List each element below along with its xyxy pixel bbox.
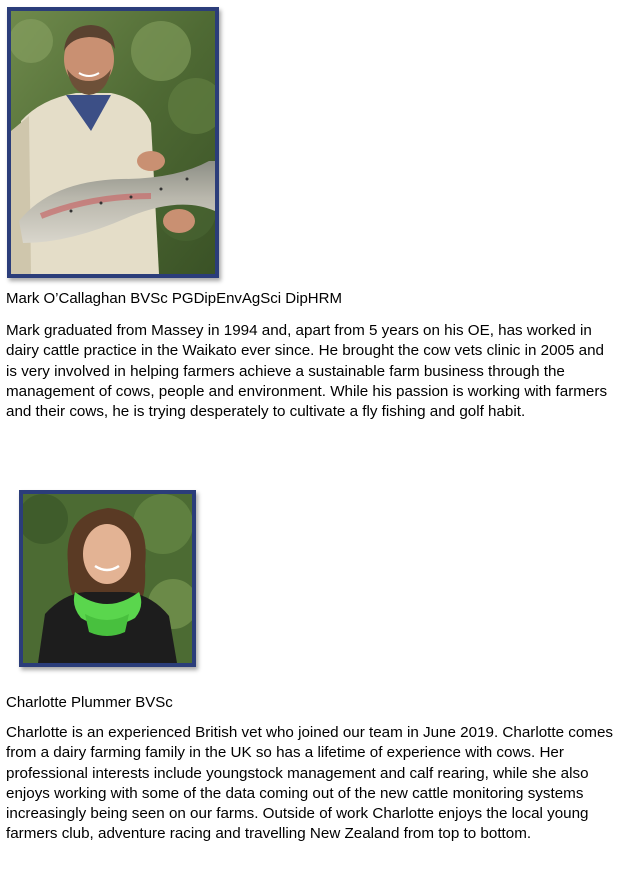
woman-portrait-photo: [23, 494, 192, 663]
profile-photo-mark: [7, 7, 219, 278]
profile-name-charlotte: Charlotte Plummer BVSc: [6, 694, 173, 711]
man-holding-fish-photo: [11, 11, 215, 274]
profile-bio-charlotte: Charlotte is an experienced British vet who joined our team in June 2019. Charlotte comes from a dairy farming family in the UK so has a lifetime of experience with cows. Her professional interests include youngstock management and calf rearing, while she also enjoys working with some of the data coming out of the new cattle monitoring systems increasingly being seen on our farms. Outside of work Charlotte enjoys the local young farmers club, adventure racing and travelling New Zealand from top to bottom.: [6, 724, 613, 843]
profile-photo-charlotte: [19, 490, 196, 667]
profile-bio-mark: Mark graduated from Massey in 1994 and, apart from 5 years on his OE, has worked in dairy cattle practice in the Waikato ever since. He brought the cow vets clinic in 2005 and is very involved in helping farmers achieve a sustainable farm business through the management of cows, people and environment. While his passion is working with farmers and their cows, he is trying desperately to cultivate a fly fishing and golf habit.: [6, 322, 608, 421]
profile-name-mark: Mark O’Callaghan BVSc PGDipEnvAgSci DipHRM: [6, 290, 342, 307]
